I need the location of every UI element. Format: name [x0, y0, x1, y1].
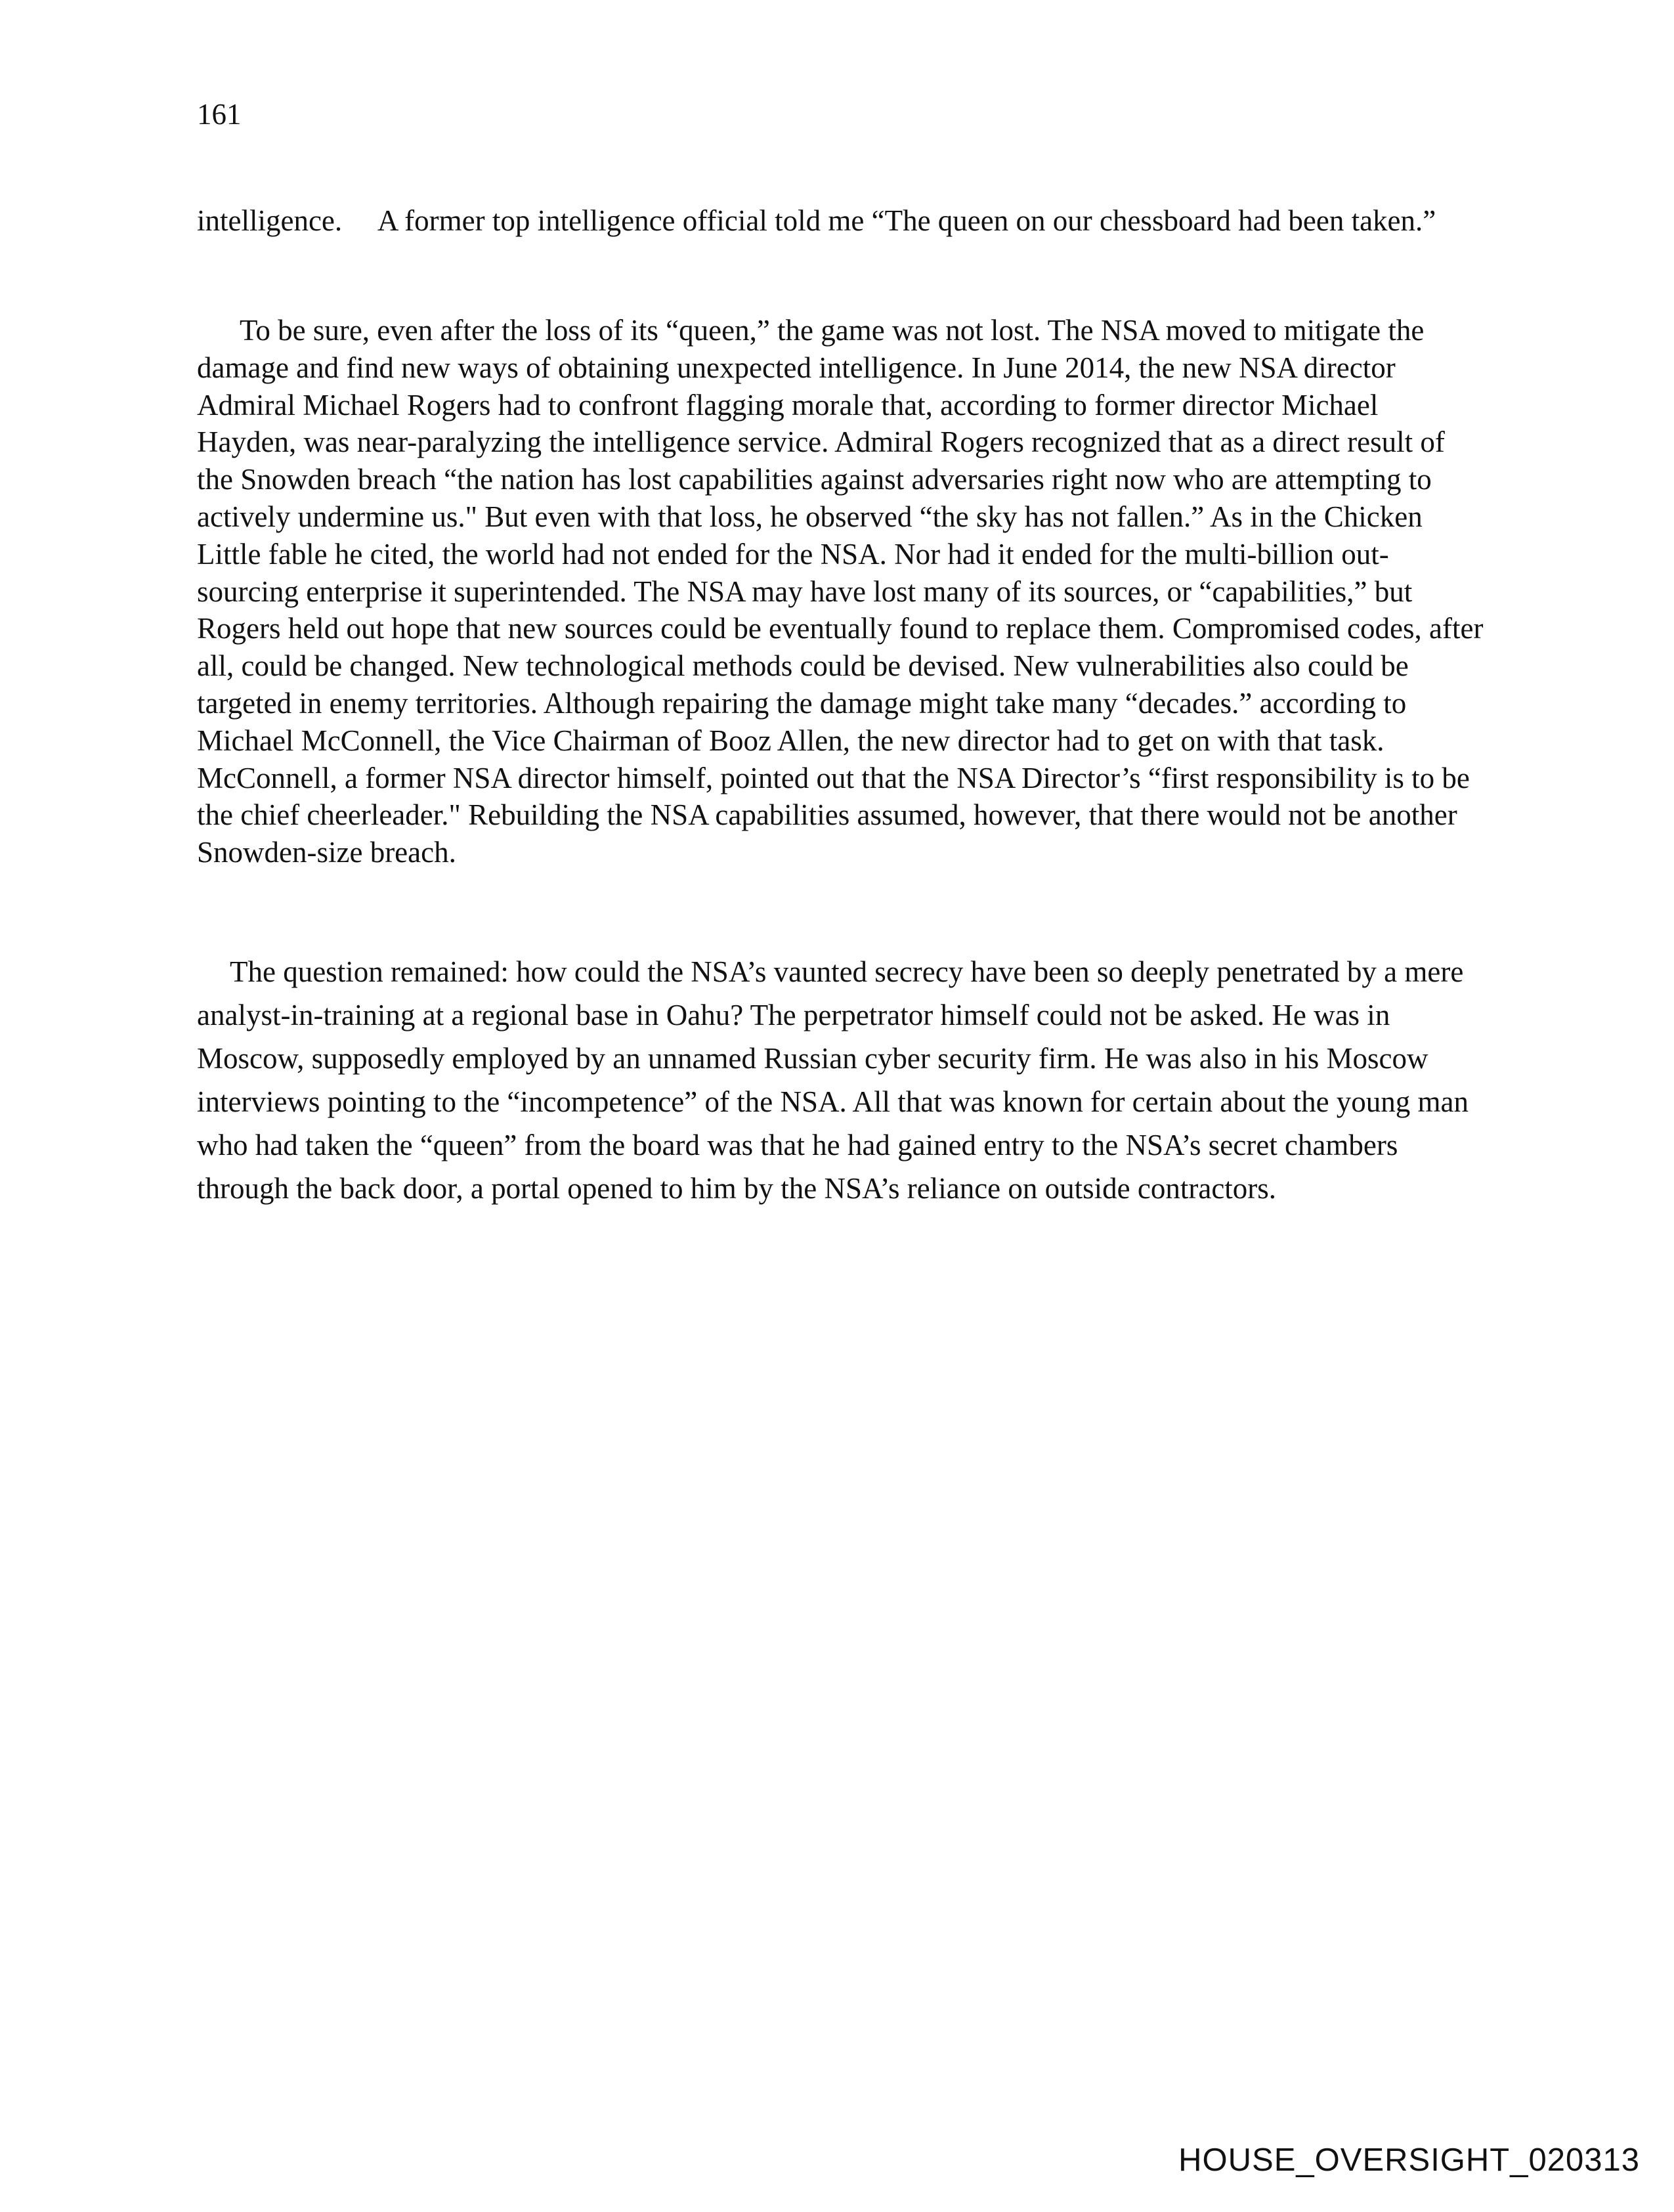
paragraph-snowden-aftermath: To be sure, even after the loss of its “queen,” the game was not lost. The NSA moved to mitigate the damage and find new ways of obtaining unexpected intelligence. In June 2014, the new NSA director Admiral Michael Rogers had to confront flagging morale that, according to former director Michael Hayden, was near-paralyzing the intelligence service. Admiral Rogers recognized that as a direct result of the Snowden breach “the nation has lost capabilities against adversaries right now who are attempting to actively undermine us." But even with that loss, he observed “the sky has not fallen.” As in the Chicken Little fable he cited, the world had not ended for the NSA. Nor had it ended for the multi-billion out-sourcing enterprise it superintended. The NSA may have lost many of its sources, or “capabilities,” but Rogers held out hope that new sources could be eventually found to replace them. Compromised codes, after all, could be changed. New technological methods could be devised. New vulnerabilities also could be targeted in enemy territories. Although repairing the damage might take many “decades.” according to Michael McConnell, the Vice Chairman of Booz Allen, the new director had to get on with that task. McConnell, a former NSA director himself, pointed out that the NSA Director’s “first responsibility is to be the chief cheerleader." Rebuilding the NSA capabilities assumed, however, that there would not be another Snowden-size breach.: [197, 314, 1484, 869]
paragraph-continuation: intelligence. A former top intelligence official told me “The queen on our chessboard had been taken.”: [197, 204, 1436, 237]
page-number: 161: [197, 98, 242, 131]
paragraph-question-remained: The question remained: how could the NSA’s vaunted secrecy have been so deeply penetrated by a mere analyst-in-training at a regional base in Oahu? The perpetrator himself could not be asked. He was in Moscow, supposedly employed by an unnamed Russian cyber security firm. He was also in his Moscow interviews pointing to the “incompetence” of the NSA. All that was known for certain about the young man who had taken the “queen” from the board was that he had gained entry to the NSA’s secret chambers through the back door, a portal opened to him by the NSA’s reliance on outside contractors.: [197, 955, 1469, 1205]
bates-stamp: HOUSE_OVERSIGHT_020313: [1178, 2142, 1640, 2178]
